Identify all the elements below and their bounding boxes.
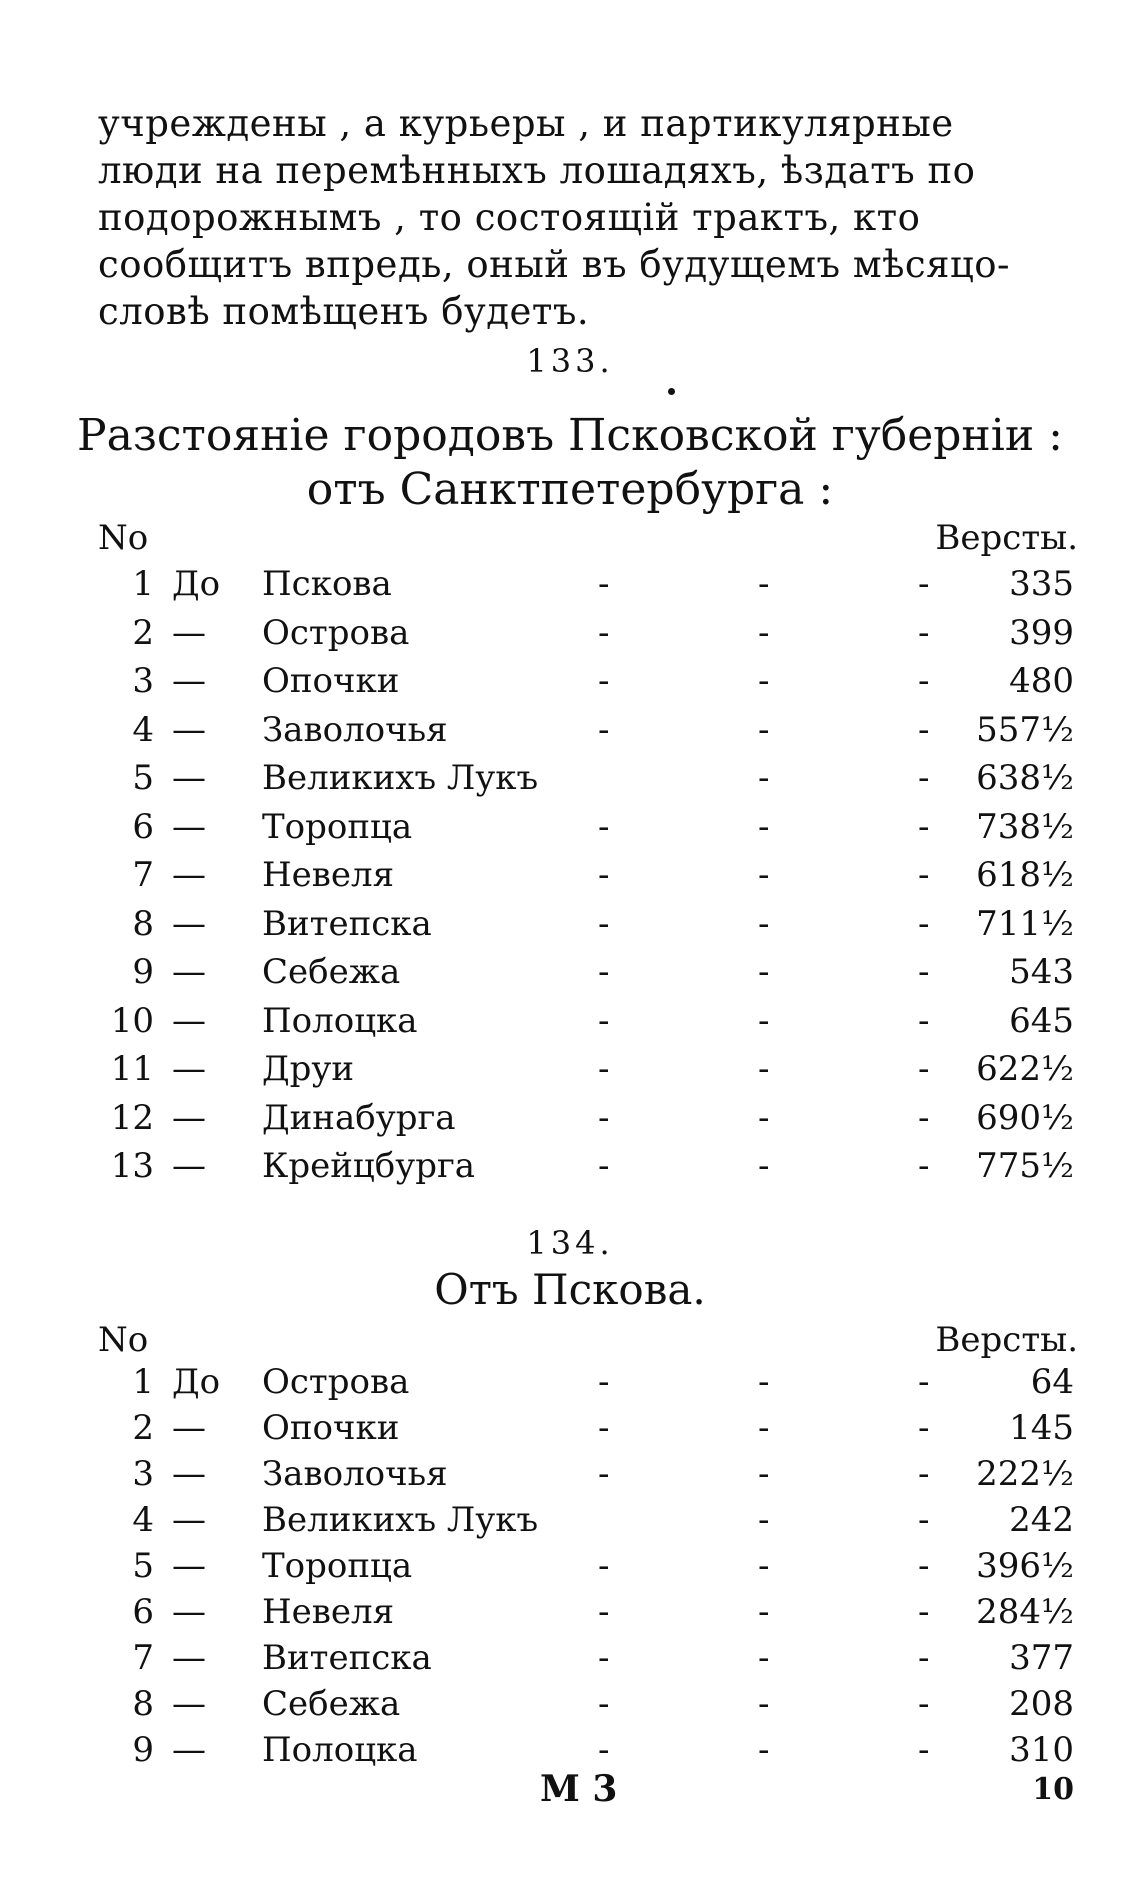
row-prefix: До	[172, 1362, 221, 1402]
distance-value: 638½	[976, 758, 1074, 798]
leader-dash: -	[758, 806, 770, 847]
table-row	[0, 1500, 1140, 1546]
row-prefix: —	[172, 1546, 206, 1586]
leader-dash: -	[918, 1730, 930, 1770]
catchword: 10	[1032, 1772, 1074, 1807]
table-row	[0, 1049, 1140, 1095]
row-number: 5	[132, 1546, 154, 1586]
row-prefix: —	[172, 1049, 206, 1089]
city-name: Невеля	[262, 855, 395, 895]
table-row	[0, 1362, 1140, 1408]
row-prefix: —	[172, 612, 206, 653]
leader-dash: -	[758, 1638, 770, 1678]
leader-dash: -	[758, 612, 770, 653]
row-number: 8	[132, 1684, 154, 1724]
distance-value: 145	[1009, 1408, 1074, 1448]
leader-dash: -	[758, 903, 770, 944]
table-row	[0, 1638, 1140, 1684]
distance-value: 645	[1009, 1000, 1074, 1041]
leader-dash: -	[918, 612, 930, 653]
leader-dash: -	[918, 1592, 930, 1632]
row-number: 7	[132, 855, 154, 895]
city-name: Пскова	[262, 564, 392, 604]
section-number: 134.	[526, 1224, 614, 1262]
leader-dash: -	[918, 1146, 930, 1186]
city-name: Заволочья	[262, 1454, 448, 1494]
leader-dash: -	[918, 1454, 930, 1494]
leader-dash: -	[758, 1000, 770, 1041]
distance-value: 690½	[976, 1097, 1074, 1138]
row-number: 1	[132, 1362, 154, 1402]
leader-dash: -	[758, 1592, 770, 1632]
table-row	[0, 904, 1140, 950]
distance-value: 711½	[976, 903, 1074, 944]
leader-dash: -	[918, 1097, 930, 1138]
distance-value: 64	[1030, 1362, 1074, 1402]
table-row	[0, 758, 1140, 804]
distance-value: 242	[1009, 1500, 1074, 1540]
leader-dash: -	[598, 806, 610, 847]
row-prefix: —	[172, 709, 206, 750]
city-name: Полоцка	[262, 1730, 418, 1770]
row-number: 11	[110, 1049, 154, 1089]
leader-dash: -	[758, 709, 770, 750]
leader-dash: -	[918, 1000, 930, 1041]
leader-dash: -	[598, 1730, 610, 1770]
leader-dash: -	[598, 1454, 610, 1494]
leader-dash: -	[598, 903, 610, 944]
row-prefix: —	[172, 661, 206, 701]
row-prefix: —	[172, 758, 206, 798]
table-row	[0, 1001, 1140, 1047]
row-prefix: —	[172, 1638, 206, 1678]
distance-value: 377	[1009, 1638, 1074, 1678]
leader-dash: -	[758, 564, 770, 604]
leader-dash: -	[598, 1546, 610, 1586]
distance-value: 284½	[976, 1592, 1074, 1632]
distance-value: 222½	[976, 1454, 1074, 1494]
leader-dash: -	[918, 952, 930, 992]
leader-dash: -	[598, 1684, 610, 1724]
leader-dash: -	[918, 903, 930, 944]
leader-dash: -	[918, 855, 930, 895]
intro-line: учреждены , а курьеры , и партикулярные	[98, 102, 954, 145]
column-no-label: No	[98, 1320, 149, 1360]
row-prefix: —	[172, 952, 206, 992]
intro-line: словѣ помѣщенъ будетъ.	[98, 290, 590, 333]
row-number: 6	[132, 806, 154, 847]
leader-dash: -	[918, 806, 930, 847]
city-name: Динабурга	[262, 1097, 456, 1138]
column-unit-label: Версты.	[935, 518, 1078, 558]
column-no-label: No	[98, 518, 149, 558]
intro-line: сообщитъ впредь, оный въ будущемъ мѣсяцо-	[98, 243, 1011, 286]
table-row	[0, 1684, 1140, 1730]
table-row	[0, 1546, 1140, 1592]
section-title: Разстояніе городовъ Псковской губерніи :	[77, 410, 1063, 461]
distance-value: 396½	[976, 1546, 1074, 1586]
row-prefix: —	[172, 1146, 206, 1186]
table-row	[0, 952, 1140, 998]
leader-dash: -	[758, 1546, 770, 1586]
leader-dash: -	[918, 661, 930, 701]
distance-value: 208	[1009, 1684, 1074, 1724]
leader-dash: -	[598, 1408, 610, 1448]
leader-dash: -	[598, 855, 610, 895]
row-prefix: —	[172, 806, 206, 847]
city-name: Заволочья	[262, 709, 448, 750]
leader-dash: -	[598, 1638, 610, 1678]
distance-value: 543	[1009, 952, 1074, 992]
row-prefix: До	[172, 564, 221, 604]
table-row	[0, 710, 1140, 756]
distance-value: 738½	[976, 806, 1074, 847]
leader-dash: -	[598, 1000, 610, 1041]
distance-value: 557½	[976, 709, 1074, 750]
city-name: Друи	[262, 1049, 355, 1089]
distance-value: 618½	[976, 855, 1074, 895]
intro-line: люди на перемѣнныхъ лошадяхъ, ѣздатъ по	[98, 149, 976, 192]
leader-dash: -	[758, 661, 770, 701]
row-prefix: —	[172, 1730, 206, 1770]
row-number: 7	[132, 1638, 154, 1678]
leader-dash: -	[598, 1049, 610, 1089]
row-number: 1	[132, 564, 154, 604]
leader-dash: -	[598, 661, 610, 701]
leader-dash: -	[918, 758, 930, 798]
leader-dash: -	[598, 612, 610, 653]
leader-dash: -	[918, 1546, 930, 1586]
leader-dash: -	[598, 709, 610, 750]
city-name: Себежа	[262, 1684, 401, 1724]
leader-dash: -	[598, 1592, 610, 1632]
leader-dash: -	[918, 1500, 930, 1540]
leader-dash: -	[918, 1049, 930, 1089]
page-footer	[0, 1768, 1140, 1818]
table-row	[0, 1592, 1140, 1638]
column-unit-label: Версты.	[935, 1320, 1078, 1360]
leader-dash: -	[918, 1362, 930, 1402]
city-name: Невеля	[262, 1592, 395, 1632]
leader-dash: -	[598, 1362, 610, 1402]
row-number: 3	[132, 1454, 154, 1494]
city-name: Опочки	[262, 661, 400, 701]
section-number: 133.	[526, 342, 614, 380]
leader-dash: -	[758, 1684, 770, 1724]
signature-mark: M 3	[540, 1768, 618, 1810]
leader-dash: -	[918, 564, 930, 604]
leader-dash: -	[758, 1049, 770, 1089]
leader-dash: -	[758, 1146, 770, 1186]
city-name: Себежа	[262, 952, 401, 992]
leader-dash: -	[758, 1454, 770, 1494]
section-title: Отъ Пскова.	[434, 1265, 706, 1314]
row-number: 9	[132, 1730, 154, 1770]
row-number: 9	[132, 952, 154, 992]
city-name: Витепска	[262, 903, 432, 944]
leader-dash: -	[758, 1500, 770, 1540]
table-row	[0, 1408, 1140, 1454]
city-name: Великихъ Лукъ	[262, 758, 539, 798]
distance-value: 622½	[976, 1049, 1074, 1089]
table-row	[0, 855, 1140, 901]
intro-line: подорожнымъ , то состоящій трактъ, кто	[98, 196, 921, 239]
ornament-dot	[668, 388, 675, 395]
row-prefix: —	[172, 1592, 206, 1632]
leader-dash: -	[758, 758, 770, 798]
leader-dash: -	[598, 1146, 610, 1186]
row-number: 10	[110, 1000, 154, 1041]
row-prefix: —	[172, 903, 206, 944]
table-row	[0, 661, 1140, 707]
city-name: Великихъ Лукъ	[262, 1500, 539, 1540]
table-row	[0, 807, 1140, 853]
section-subtitle: отъ Санктпетербурга :	[306, 464, 834, 515]
city-name: Острова	[262, 612, 410, 653]
row-number: 13	[110, 1146, 154, 1186]
row-number: 6	[132, 1592, 154, 1632]
row-prefix: —	[172, 1500, 206, 1540]
table-row	[0, 1454, 1140, 1500]
row-number: 2	[132, 1408, 154, 1448]
city-name: Торопца	[262, 806, 413, 847]
city-name: Опочки	[262, 1408, 400, 1448]
leader-dash: -	[758, 855, 770, 895]
row-number: 8	[132, 903, 154, 944]
row-number: 2	[132, 612, 154, 653]
distance-value: 310	[1009, 1730, 1074, 1770]
leader-dash: -	[598, 1097, 610, 1138]
distance-value: 775½	[976, 1146, 1074, 1186]
leader-dash: -	[758, 1730, 770, 1770]
leader-dash: -	[758, 1097, 770, 1138]
leader-dash: -	[598, 952, 610, 992]
table-row	[0, 1146, 1140, 1192]
city-name: Торопца	[262, 1546, 413, 1586]
leader-dash: -	[918, 709, 930, 750]
row-number: 4	[132, 1500, 154, 1540]
leader-dash: -	[918, 1408, 930, 1448]
row-number: 3	[132, 661, 154, 701]
table-row	[0, 564, 1140, 610]
row-prefix: —	[172, 1097, 206, 1138]
leader-dash: -	[918, 1684, 930, 1724]
row-prefix: —	[172, 1408, 206, 1448]
city-name: Витепска	[262, 1638, 432, 1678]
leader-dash: -	[758, 1362, 770, 1402]
city-name: Острова	[262, 1362, 410, 1402]
leader-dash: -	[758, 1408, 770, 1448]
row-prefix: —	[172, 1684, 206, 1724]
row-prefix: —	[172, 855, 206, 895]
row-number: 12	[110, 1097, 154, 1138]
leader-dash: -	[598, 564, 610, 604]
intro-paragraph	[98, 100, 1078, 335]
row-prefix: —	[172, 1000, 206, 1041]
distance-value: 399	[1009, 612, 1074, 653]
table-row	[0, 613, 1140, 659]
leader-dash: -	[758, 952, 770, 992]
row-prefix: —	[172, 1454, 206, 1494]
row-number: 4	[132, 709, 154, 750]
city-name: Крейцбурга	[262, 1146, 476, 1186]
leader-dash: -	[918, 1638, 930, 1678]
table-row	[0, 1098, 1140, 1144]
distance-value: 480	[1009, 661, 1074, 701]
city-name: Полоцка	[262, 1000, 418, 1041]
row-number: 5	[132, 758, 154, 798]
distance-value: 335	[1009, 564, 1074, 604]
